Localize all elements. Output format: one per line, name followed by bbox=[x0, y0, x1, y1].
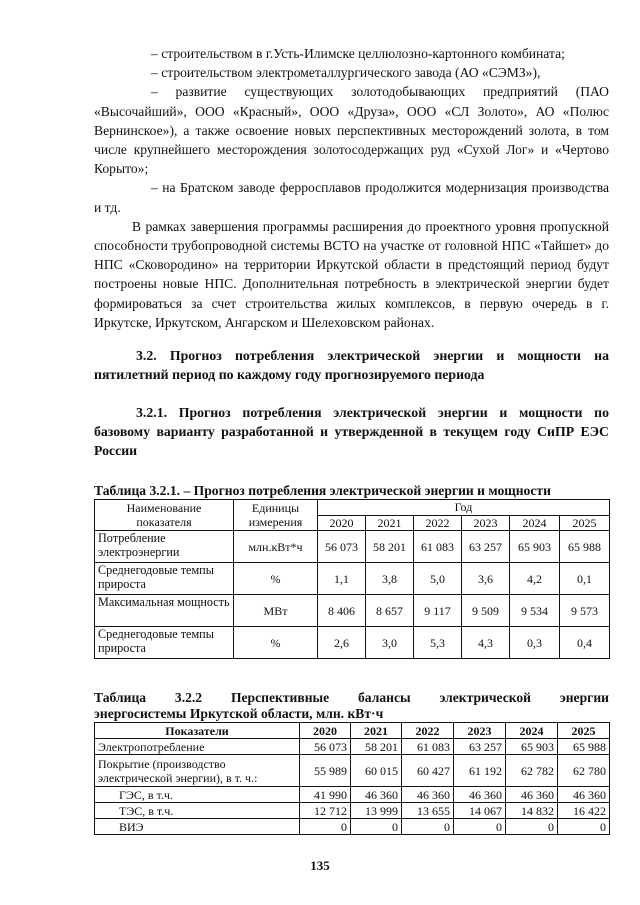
table2-cell: 46 360 bbox=[351, 787, 402, 803]
table1-cell: 61 083 bbox=[414, 531, 462, 563]
table1-cell: 9 117 bbox=[414, 595, 462, 627]
table1-year: 2021 bbox=[366, 515, 414, 531]
table2-row bbox=[95, 803, 610, 819]
table1-caption: Таблица 3.2.1. – Прогноз потребления электрической энергии и мощности bbox=[94, 483, 551, 499]
table2-row bbox=[95, 819, 610, 835]
table2-cell: 56 073 bbox=[300, 739, 351, 755]
table1-cell: 8 657 bbox=[366, 595, 414, 627]
table1-row-name: Максимальная мощность bbox=[95, 595, 234, 627]
table1-cell: 65 988 bbox=[560, 531, 610, 563]
table1-row-name: Среднегодовые темпы прироста bbox=[95, 563, 234, 595]
table2-year: 2024 bbox=[506, 723, 558, 739]
table1-cell: 0,1 bbox=[560, 563, 610, 595]
table2-cell: 46 360 bbox=[402, 787, 454, 803]
table2-cell: 61 083 bbox=[402, 739, 454, 755]
table1-row bbox=[95, 531, 610, 563]
paragraph-vsto: В рамках завершения программы расширения до проектного уровня пропускной способности трубопроводной системы ВСТО на участке от головной НПС «Тайшет» до НПС «Сковородино» на территории Иркутской области в предстоящий период будут построены новые НПС. Дополнительная потребность в электрической энергии будет формироваться за счет строительства жилых комплексов, в первую очередь в г. Иркутске, Иркутском, Ангарском и Шелеховском районах. bbox=[94, 218, 609, 330]
table1-year: 2023 bbox=[462, 515, 510, 531]
table2-year: 2020 bbox=[300, 723, 351, 739]
paragraph-ferroalloy: – на Братском заводе ферросплавов продолжится модернизация производства и тд. bbox=[94, 180, 609, 215]
section-heading-3-2-1: 3.2.1. Прогноз потребления электрической энергии и мощности по базовому варианту разработанной и утвержденной в текущем году СиПР ЕЭС России bbox=[94, 405, 609, 459]
table2-cell: 0 bbox=[454, 819, 506, 835]
table1-cell: 0,3 bbox=[510, 627, 560, 659]
table1-cell: 4,2 bbox=[510, 563, 560, 595]
table2-cell: 0 bbox=[506, 819, 558, 835]
table2-row bbox=[95, 755, 610, 787]
table1-cell: 5,3 bbox=[414, 627, 462, 659]
table2-year: 2022 bbox=[402, 723, 454, 739]
table2-row-name: ГЭС, в т.ч. bbox=[95, 787, 300, 803]
table1-head-units: Единицы измерения bbox=[234, 500, 318, 531]
page-number: 135 bbox=[310, 858, 330, 873]
table2-cell: 58 201 bbox=[351, 739, 402, 755]
table1-row-unit: МВт bbox=[234, 595, 318, 627]
table1-cell: 58 201 bbox=[366, 531, 414, 563]
table1-cell: 4,3 bbox=[462, 627, 510, 659]
table-energy-balance bbox=[94, 722, 610, 835]
table2-cell: 62 782 bbox=[506, 755, 558, 787]
table2-cell: 0 bbox=[351, 819, 402, 835]
table1-cell: 63 257 bbox=[462, 531, 510, 563]
table1-cell: 1,1 bbox=[318, 563, 366, 595]
table2-row-name: Электропотребление bbox=[95, 739, 300, 755]
table-consumption-forecast bbox=[94, 499, 610, 659]
table2-cell: 46 360 bbox=[454, 787, 506, 803]
table1-row-unit: млн.кВт*ч bbox=[234, 531, 318, 563]
table1-cell: 0,4 bbox=[560, 627, 610, 659]
table1-cell: 3,8 bbox=[366, 563, 414, 595]
table1-cell: 8 406 bbox=[318, 595, 366, 627]
table1-year: 2020 bbox=[318, 515, 366, 531]
table1-row-name: Потребление электроэнергии bbox=[95, 531, 234, 563]
table2-cell: 60 427 bbox=[402, 755, 454, 787]
table1-cell: 9 534 bbox=[510, 595, 560, 627]
table1-row bbox=[95, 563, 610, 595]
table1-head-name: Наименование показателя bbox=[95, 500, 234, 531]
table1-cell: 9 509 bbox=[462, 595, 510, 627]
table2-row-name: ТЭС, в т.ч. bbox=[95, 803, 300, 819]
paragraph-semz: – строительством электрометаллургического завода (АО «СЭМЗ»), bbox=[151, 65, 541, 81]
paragraph-gold-mining: – развитие существующих золотодобывающих предприятий (ПАО «Высочайший», ООО «Красный», ООО «Друза», ООО «СЛ Золото», АО «Полюс Вернинское»), а также освоение новых перспективных месторождений золота, в том числе крупнейшего месторождения золотосодержащих руд «Сухой Лог» и «Чертово Корыто»; bbox=[94, 84, 609, 177]
table1-cell: 2,6 bbox=[318, 627, 366, 659]
table2-cell: 0 bbox=[402, 819, 454, 835]
table2-year: 2023 bbox=[454, 723, 506, 739]
section-heading-3-2: 3.2. Прогноз потребления электрической энергии и мощности на пятилетний период по каждому году прогнозируемого периода bbox=[94, 348, 609, 383]
table1-cell: 65 903 bbox=[510, 531, 560, 563]
table2-year: 2021 bbox=[351, 723, 402, 739]
page-body bbox=[94, 44, 609, 835]
table1-year: 2025 bbox=[560, 515, 610, 531]
table2-year: 2025 bbox=[558, 723, 610, 739]
table2-cell: 16 422 bbox=[558, 803, 610, 819]
table2-cell: 14 067 bbox=[454, 803, 506, 819]
table2-caption-line2: энергосистемы Иркутской области, млн. кВт·ч bbox=[94, 706, 384, 722]
table1-cell: 3,0 bbox=[366, 627, 414, 659]
table2-caption-line1: Таблица 3.2.2 Перспективные балансы электрической энергии bbox=[94, 690, 609, 706]
table2-row bbox=[95, 739, 610, 755]
table2-cell: 0 bbox=[300, 819, 351, 835]
table2-cell: 62 780 bbox=[558, 755, 610, 787]
table2-cell: 65 903 bbox=[506, 739, 558, 755]
table1-year: 2022 bbox=[414, 515, 462, 531]
table1-cell: 9 573 bbox=[560, 595, 610, 627]
table1-cell: 3,6 bbox=[462, 563, 510, 595]
table2-row-name: ВИЭ bbox=[95, 819, 300, 835]
table1-head-year: Год bbox=[318, 500, 610, 516]
table2-cell: 14 832 bbox=[506, 803, 558, 819]
table2-row-name: Покрытие (производство электрической энергии), в т. ч.: bbox=[95, 755, 300, 787]
table2-head-name: Показатели bbox=[95, 723, 300, 739]
table2-cell: 13 999 bbox=[351, 803, 402, 819]
table2-cell: 60 015 bbox=[351, 755, 402, 787]
table2-cell: 63 257 bbox=[454, 739, 506, 755]
table2-row bbox=[95, 787, 610, 803]
table1-cell: 5,0 bbox=[414, 563, 462, 595]
table1-cell: 56 073 bbox=[318, 531, 366, 563]
table1-year: 2024 bbox=[510, 515, 560, 531]
table2-cell: 12 712 bbox=[300, 803, 351, 819]
table2-cell: 65 988 bbox=[558, 739, 610, 755]
paragraph-pulp-mill: – строительством в г.Усть-Илимске целлюлозно-картонного комбината; bbox=[151, 46, 565, 61]
table1-row-unit: % bbox=[234, 563, 318, 595]
table1-row-name: Среднегодовые темпы прироста bbox=[95, 627, 234, 659]
table1-row bbox=[95, 595, 610, 627]
table2-cell: 41 990 bbox=[300, 787, 351, 803]
table2-cell: 55 989 bbox=[300, 755, 351, 787]
table2-cell: 61 192 bbox=[454, 755, 506, 787]
table1-row bbox=[95, 627, 610, 659]
table2-cell: 0 bbox=[558, 819, 610, 835]
table2-cell: 46 360 bbox=[506, 787, 558, 803]
table2-cell: 13 655 bbox=[402, 803, 454, 819]
table1-row-unit: % bbox=[234, 627, 318, 659]
table2-cell: 46 360 bbox=[558, 787, 610, 803]
